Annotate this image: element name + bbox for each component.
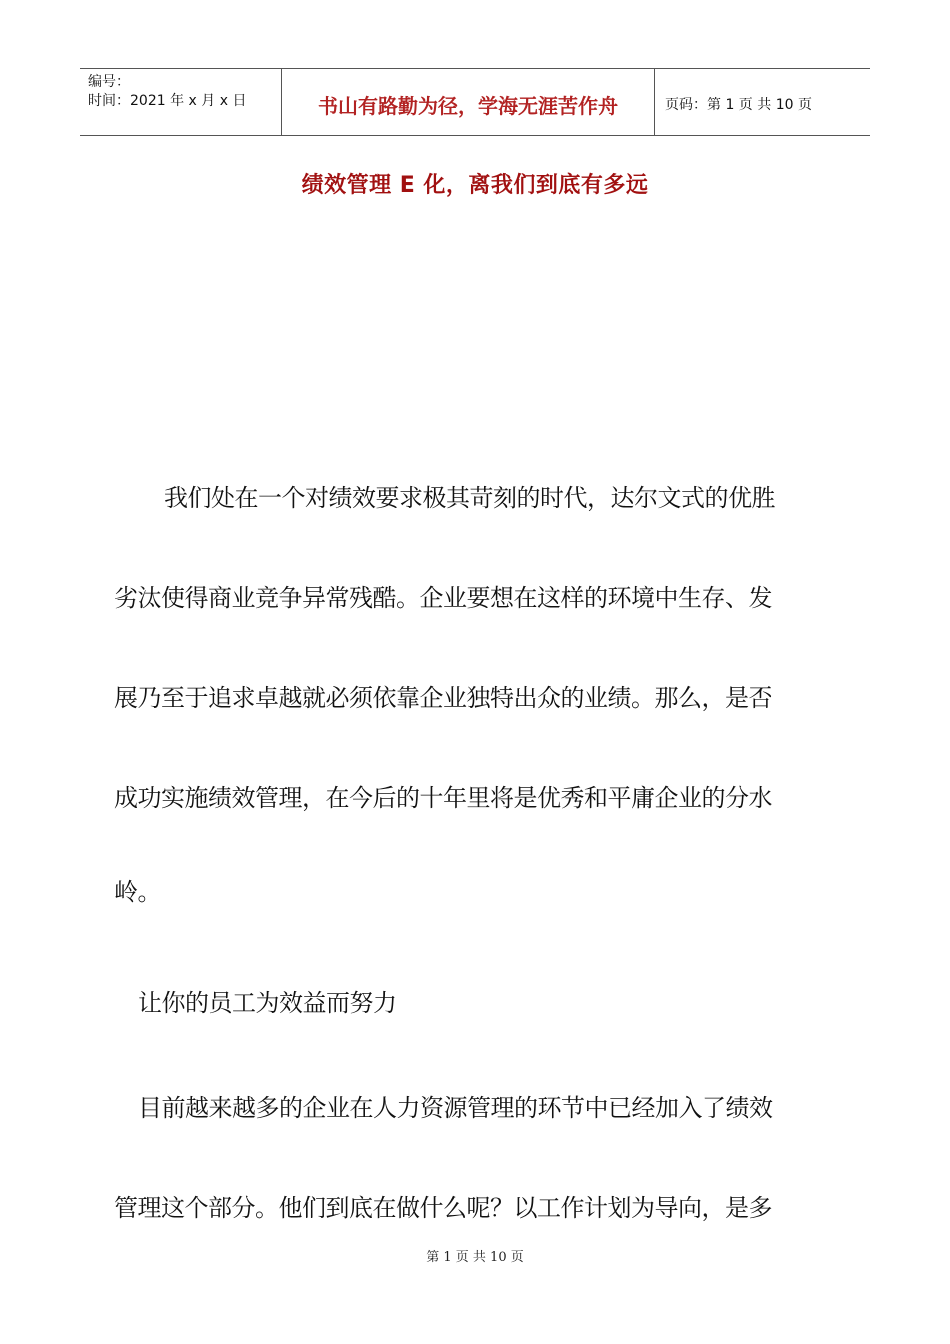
paragraph-line: 岭。: [114, 878, 161, 906]
page-footer: 第 1 页 共 10 页: [426, 1250, 524, 1265]
section-heading: 让你的员工为效益而努力: [138, 989, 397, 1017]
header-motto: 书山有路勤为径，学海无涯苦作舟: [282, 69, 655, 135]
header-meta: [80, 69, 282, 135]
document-title: 绩效管理 E 化，离我们到底有多远: [301, 173, 649, 198]
paragraph-line: 我们处在一个对绩效要求极其苛刻的时代，达尔文式的优胜: [164, 484, 775, 512]
header-page-info: 页码：第 1 页 共 10 页: [665, 97, 812, 113]
paragraph-line: 劣汰使得商业竞争异常残酷。企业要想在这样的环境中生存、发: [114, 584, 772, 612]
paragraph-line: 成功实施绩效管理，在今后的十年里将是优秀和平庸企业的分水: [114, 784, 772, 812]
paragraph-line: 管理这个部分。他们到底在做什么呢？以工作计划为导向，是多: [114, 1194, 772, 1222]
time-label: 时间：2021 年 x 月 x 日: [88, 93, 247, 109]
paragraph-line: 展乃至于追求卓越就必须依靠企业独特出众的业绩。那么，是否: [114, 684, 772, 712]
number-label: 编号：: [88, 74, 130, 90]
header-table: [80, 68, 870, 136]
paragraph-line: 目前越来越多的企业在人力资源管理的环节中已经加入了绩效: [138, 1094, 773, 1122]
